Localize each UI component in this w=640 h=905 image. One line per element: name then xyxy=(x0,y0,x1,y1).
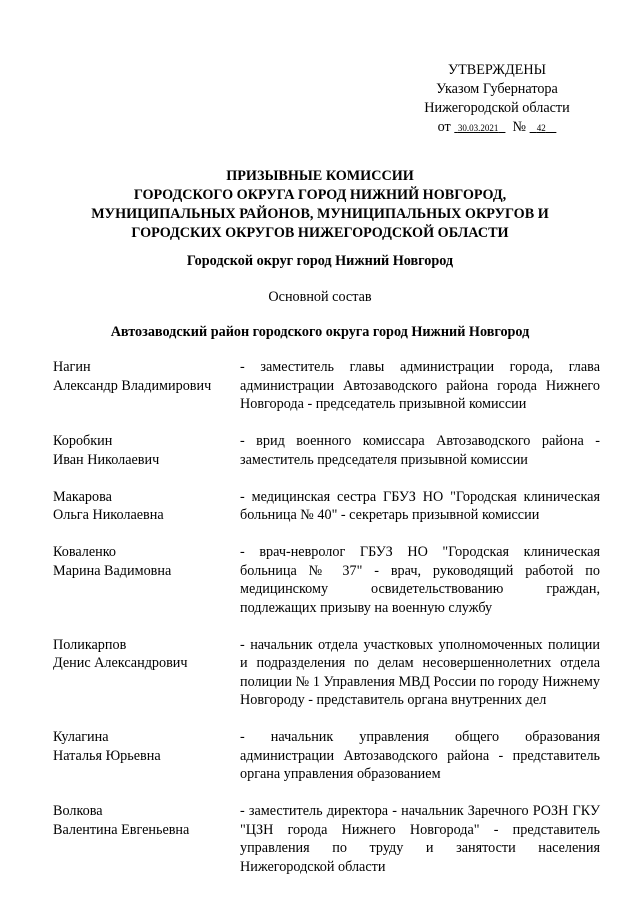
date-value-underline xyxy=(454,119,505,135)
approval-decree: Указом Губернатора xyxy=(436,81,558,97)
member-role: - заместитель директора - начальник Заречного РОЗН ГКУ "ЦЗН города Нижнего Новгорода" - представитель управления по труду и занятости населения Нижегородской области xyxy=(240,803,600,875)
member-given-names: Наталья Юрьевна xyxy=(53,747,161,764)
approval-heading: УТВЕРЖДЕНЫ xyxy=(448,62,546,78)
member-name xyxy=(53,488,240,525)
city-heading: Городской округ город Нижний Новгород xyxy=(186,253,454,269)
date-value: 30.03.2021 xyxy=(457,123,499,133)
member-given-names: Денис Александрович xyxy=(53,655,188,671)
document-title xyxy=(60,167,580,243)
member-row xyxy=(53,358,600,414)
member-row xyxy=(53,543,600,617)
member-surname: Волкова xyxy=(53,803,103,819)
member-row xyxy=(53,488,600,525)
member-name xyxy=(53,358,240,414)
member-name xyxy=(53,728,240,784)
member-role: - врид военного комиссара Автозаводского района - заместитель председателя призывной комиссии xyxy=(240,433,600,468)
member-given-names: Александр Владимирович xyxy=(53,377,212,394)
members-list xyxy=(53,358,600,895)
approval-block xyxy=(412,61,582,138)
member-role: - начальник отдела участковых уполномоченных полиции и подразделения по делам несовершеннолетних отдела полиции № 1 Управления МВД России по городу Нижнему Новгороду - представитель органа внутренних дел xyxy=(240,636,600,708)
member-name xyxy=(53,432,240,469)
date-prefix: от xyxy=(437,119,451,135)
member-given-names: Валентина Евгеньевна xyxy=(53,821,190,838)
member-role: - медицинская сестра ГБУЗ НО "Городская клиническая больница № 40" - секретарь призывной комиссии xyxy=(240,488,600,523)
approval-region: Нижегородской области xyxy=(424,100,570,116)
title-line-2: ГОРОДСКОГО ОКРУГА ГОРОД НИЖНИЙ НОВГОРОД, xyxy=(133,187,507,203)
number-sign: № xyxy=(512,119,527,135)
member-given-names: Иван Николаевич xyxy=(53,451,160,468)
composition-heading: Основной состав xyxy=(268,289,372,305)
number-value: 42 xyxy=(536,123,546,133)
member-given-names: Марина Вадимовна xyxy=(53,562,172,579)
member-role: - начальник управления общего образования администрации Автозаводского района - представитель органа управления образованием xyxy=(240,729,600,782)
title-line-1: ПРИЗЫВНЫЕ КОМИССИИ xyxy=(226,168,414,184)
title-line-3: МУНИЦИПАЛЬНЫХ РАЙОНОВ, МУНИЦИПАЛЬНЫХ ОКРУГОВ И xyxy=(91,206,549,222)
member-name xyxy=(53,636,240,710)
member-role: - врач-невролог ГБУЗ НО "Городская клиническая больница № 37" - врач, руководящий работой по медицинскому освидетельствованию граждан, подлежащих призыву на военную службу xyxy=(240,544,600,616)
member-surname: Кулагина xyxy=(53,729,109,745)
member-surname: Коробкин xyxy=(53,433,113,449)
member-surname: Нагин xyxy=(53,359,91,375)
member-name xyxy=(53,802,240,876)
member-surname: Поликарпов xyxy=(53,636,127,653)
member-surname: Макарова xyxy=(53,488,112,505)
member-surname: Коваленко xyxy=(53,544,117,560)
district-heading: Автозаводский район городского округа город Нижний Новгород xyxy=(110,324,530,340)
number-value-underline xyxy=(530,119,557,135)
title-line-4: ГОРОДСКИХ ОКРУГОВ НИЖЕГОРОДСКОЙ ОБЛАСТИ xyxy=(131,225,509,241)
member-row xyxy=(53,802,600,876)
member-row xyxy=(53,728,600,784)
member-row xyxy=(53,432,600,469)
member-role: - заместитель главы администрации города, глава администрации Автозаводского района города Нижнего Новгорода - председатель призывной комиссии xyxy=(240,359,600,412)
approval-date-line xyxy=(412,118,582,138)
member-given-names: Ольга Николаевна xyxy=(53,507,164,523)
member-row xyxy=(53,636,600,710)
member-name xyxy=(53,543,240,617)
